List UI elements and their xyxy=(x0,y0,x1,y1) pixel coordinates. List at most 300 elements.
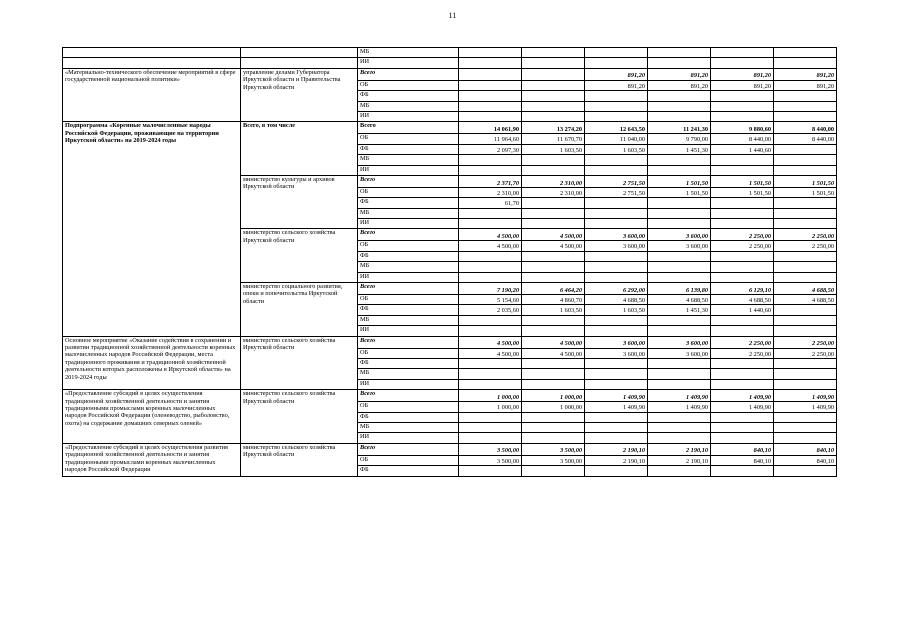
value-cell: 2 097,30 xyxy=(459,144,522,154)
value-cell: 3 600,00 xyxy=(585,241,648,251)
value-cell xyxy=(522,80,585,90)
funding-type-cell: ИИ xyxy=(358,111,459,121)
funding-type-cell: МБ xyxy=(358,101,459,111)
table-row xyxy=(63,58,837,68)
executor-cell: Всего, в том числе xyxy=(241,122,358,176)
value-cell: 1 409,90 xyxy=(774,390,837,402)
funding-type-cell: ИИ xyxy=(358,58,459,68)
value-cell: 1 440,60 xyxy=(711,144,774,154)
funding-type-cell: Всего xyxy=(358,175,459,187)
value-cell: 4 500,00 xyxy=(459,229,522,241)
value-cell: 14 061,90 xyxy=(459,122,522,134)
funding-type-cell: ФБ xyxy=(358,358,459,368)
value-cell xyxy=(522,358,585,368)
value-cell: 1 000,00 xyxy=(459,402,522,412)
value-cell: 4 500,00 xyxy=(522,348,585,358)
value-cell: 2 190,10 xyxy=(648,443,711,455)
value-cell: 4 500,00 xyxy=(522,336,585,348)
value-cell xyxy=(648,422,711,432)
value-cell xyxy=(648,433,711,443)
value-cell xyxy=(774,208,837,218)
value-cell xyxy=(648,165,711,175)
value-cell xyxy=(522,91,585,101)
value-cell: 2 371,70 xyxy=(459,175,522,187)
value-cell xyxy=(648,369,711,379)
value-cell: 891,20 xyxy=(774,80,837,90)
value-cell xyxy=(522,219,585,229)
value-cell xyxy=(585,272,648,282)
funding-type-cell: ФБ xyxy=(358,144,459,154)
value-cell: 2 310,00 xyxy=(459,187,522,197)
value-cell xyxy=(459,326,522,336)
value-cell xyxy=(585,48,648,58)
value-cell xyxy=(774,111,837,121)
value-cell: 4 688,50 xyxy=(648,295,711,305)
value-cell xyxy=(711,433,774,443)
budget-table xyxy=(62,47,837,477)
value-cell xyxy=(774,422,837,432)
value-cell: 3 600,00 xyxy=(648,336,711,348)
value-cell: 1 409,90 xyxy=(711,402,774,412)
value-cell xyxy=(774,91,837,101)
value-cell: 1 000,00 xyxy=(459,390,522,402)
value-cell: 891,20 xyxy=(585,68,648,80)
value-cell xyxy=(522,165,585,175)
table-row xyxy=(63,48,837,58)
value-cell: 840,10 xyxy=(711,443,774,455)
value-cell xyxy=(774,358,837,368)
value-cell: 2 250,00 xyxy=(774,229,837,241)
value-cell xyxy=(648,155,711,165)
value-cell xyxy=(711,58,774,68)
value-cell: 1 440,60 xyxy=(711,305,774,315)
value-cell: 840,10 xyxy=(774,455,837,465)
value-cell xyxy=(459,91,522,101)
value-cell: 2 035,60 xyxy=(459,305,522,315)
value-cell: 2 250,00 xyxy=(711,348,774,358)
value-cell xyxy=(585,165,648,175)
value-cell: 3 600,00 xyxy=(648,229,711,241)
value-cell xyxy=(711,101,774,111)
value-cell: 1 603,50 xyxy=(522,305,585,315)
value-cell xyxy=(459,422,522,432)
value-cell: 11 241,30 xyxy=(648,122,711,134)
value-cell xyxy=(774,466,837,476)
page-number: 11 xyxy=(448,11,457,20)
table-row xyxy=(63,68,837,80)
value-cell: 891,20 xyxy=(711,80,774,90)
value-cell xyxy=(774,144,837,154)
value-cell xyxy=(522,326,585,336)
value-cell: 1 451,30 xyxy=(648,144,711,154)
value-cell xyxy=(774,251,837,261)
value-cell: 2 250,00 xyxy=(774,336,837,348)
value-cell xyxy=(522,466,585,476)
funding-type-cell: ИИ xyxy=(358,433,459,443)
value-cell: 12 643,50 xyxy=(585,122,648,134)
executor-cell: министерство сельского хозяйства Иркутской области xyxy=(241,390,358,444)
value-cell: 891,20 xyxy=(648,68,711,80)
value-cell xyxy=(522,58,585,68)
value-cell: 4 500,00 xyxy=(522,229,585,241)
value-cell xyxy=(585,208,648,218)
value-cell xyxy=(459,111,522,121)
executor-cell xyxy=(241,48,358,58)
value-cell: 2 310,00 xyxy=(522,175,585,187)
value-cell xyxy=(648,91,711,101)
value-cell xyxy=(648,251,711,261)
value-cell: 1 000,00 xyxy=(522,402,585,412)
value-cell xyxy=(774,326,837,336)
value-cell xyxy=(774,101,837,111)
value-cell: 840,10 xyxy=(711,455,774,465)
value-cell: 1 000,00 xyxy=(522,390,585,402)
value-cell xyxy=(774,379,837,389)
value-cell xyxy=(648,315,711,325)
value-cell xyxy=(774,412,837,422)
value-cell xyxy=(459,433,522,443)
value-cell xyxy=(459,68,522,80)
value-cell: 6 129,10 xyxy=(711,283,774,295)
value-cell xyxy=(585,101,648,111)
value-cell: 1 501,50 xyxy=(711,175,774,187)
value-cell xyxy=(774,315,837,325)
value-cell xyxy=(522,412,585,422)
value-cell xyxy=(459,48,522,58)
value-cell xyxy=(459,369,522,379)
measure-name-cell: Основное мероприятие «Оказание содействия в сохранении и развитии традиционной хозяйственной деятельности коренных малочисленных народов Российской Федерации, места традиционного проживания и традиционной хозяйственной деятельности которых расположены в Иркутской области» на 2019-2024 годы xyxy=(63,336,241,390)
value-cell: 1 501,50 xyxy=(711,187,774,197)
value-cell: 4 860,70 xyxy=(522,295,585,305)
value-cell: 891,20 xyxy=(585,80,648,90)
value-cell xyxy=(648,466,711,476)
funding-type-cell: МБ xyxy=(358,208,459,218)
value-cell: 1 409,90 xyxy=(711,390,774,402)
funding-type-cell: ИИ xyxy=(358,272,459,282)
funding-type-cell: МБ xyxy=(358,315,459,325)
value-cell: 4 688,50 xyxy=(711,295,774,305)
value-cell xyxy=(711,111,774,121)
value-cell: 7 190,20 xyxy=(459,283,522,295)
value-cell xyxy=(585,262,648,272)
value-cell xyxy=(585,198,648,208)
value-cell: 1 603,50 xyxy=(522,144,585,154)
funding-type-cell: ФБ xyxy=(358,305,459,315)
value-cell: 11 670,70 xyxy=(522,134,585,144)
value-cell: 3 500,00 xyxy=(522,443,585,455)
funding-type-cell: ФБ xyxy=(358,412,459,422)
value-cell: 2 250,00 xyxy=(774,241,837,251)
value-cell xyxy=(774,155,837,165)
value-cell xyxy=(459,208,522,218)
value-cell xyxy=(585,111,648,121)
value-cell: 1 409,90 xyxy=(774,402,837,412)
value-cell xyxy=(648,101,711,111)
value-cell xyxy=(459,219,522,229)
value-cell xyxy=(774,262,837,272)
value-cell: 1 603,50 xyxy=(585,305,648,315)
funding-type-cell: ОБ xyxy=(358,295,459,305)
value-cell xyxy=(585,326,648,336)
value-cell: 4 500,00 xyxy=(459,241,522,251)
value-cell xyxy=(459,315,522,325)
value-cell: 1 501,50 xyxy=(774,187,837,197)
value-cell: 3 500,00 xyxy=(459,455,522,465)
executor-cell: министерство сельского хозяйства Иркутской области xyxy=(241,443,358,476)
value-cell xyxy=(585,155,648,165)
funding-type-cell: Всего xyxy=(358,68,459,80)
funding-type-cell: ОБ xyxy=(358,348,459,358)
value-cell: 8 440,00 xyxy=(774,134,837,144)
value-cell xyxy=(774,219,837,229)
value-cell xyxy=(648,262,711,272)
value-cell: 8 440,00 xyxy=(711,134,774,144)
value-cell: 1 603,50 xyxy=(585,144,648,154)
value-cell xyxy=(648,379,711,389)
funding-type-cell: ФБ xyxy=(358,466,459,476)
value-cell xyxy=(774,58,837,68)
value-cell: 61,70 xyxy=(459,198,522,208)
value-cell xyxy=(522,208,585,218)
value-cell xyxy=(711,412,774,422)
value-cell xyxy=(585,412,648,422)
table-row xyxy=(63,336,837,348)
value-cell xyxy=(711,91,774,101)
funding-type-cell: Всего xyxy=(358,443,459,455)
value-cell: 5 154,60 xyxy=(459,295,522,305)
value-cell: 13 274,20 xyxy=(522,122,585,134)
value-cell: 840,10 xyxy=(774,443,837,455)
executor-cell: министерство социального развития, опеки и попечительства Иркутской области xyxy=(241,283,358,337)
value-cell xyxy=(648,358,711,368)
value-cell: 6 139,80 xyxy=(648,283,711,295)
table-row xyxy=(63,443,837,455)
value-cell xyxy=(711,262,774,272)
value-cell: 9 790,00 xyxy=(648,134,711,144)
value-cell xyxy=(522,379,585,389)
value-cell xyxy=(585,358,648,368)
value-cell xyxy=(648,412,711,422)
value-cell: 11 964,60 xyxy=(459,134,522,144)
value-cell xyxy=(648,111,711,121)
value-cell xyxy=(774,165,837,175)
funding-type-cell: Всего xyxy=(358,390,459,402)
value-cell xyxy=(522,433,585,443)
value-cell xyxy=(459,155,522,165)
value-cell xyxy=(648,58,711,68)
executor-cell: министерство сельского хозяйства Иркутской области xyxy=(241,229,358,283)
value-cell: 3 500,00 xyxy=(522,455,585,465)
value-cell: 2 751,50 xyxy=(585,187,648,197)
measure-name-cell: «Предоставление субсидий в целях осуществления традиционной хозяйственной деятельности и занятия традиционными промыслами коренных малочисленных народов Российской Федерации (оленеводство, рыболовство, охота) на содержание домашних северных оленей» xyxy=(63,390,241,444)
value-cell: 4 500,00 xyxy=(459,348,522,358)
value-cell xyxy=(711,198,774,208)
value-cell: 2 190,10 xyxy=(585,455,648,465)
value-cell xyxy=(522,422,585,432)
funding-type-cell: ФБ xyxy=(358,251,459,261)
value-cell xyxy=(648,272,711,282)
value-cell xyxy=(459,379,522,389)
value-cell xyxy=(774,198,837,208)
value-cell xyxy=(774,433,837,443)
funding-type-cell: ОБ xyxy=(358,455,459,465)
value-cell xyxy=(711,272,774,282)
value-cell xyxy=(711,155,774,165)
value-cell xyxy=(522,111,585,121)
value-cell: 1 409,90 xyxy=(585,390,648,402)
value-cell: 2 751,50 xyxy=(585,175,648,187)
value-cell xyxy=(648,219,711,229)
funding-type-cell: ОБ xyxy=(358,80,459,90)
value-cell: 1 409,90 xyxy=(585,402,648,412)
value-cell xyxy=(585,91,648,101)
value-cell xyxy=(522,155,585,165)
value-cell xyxy=(459,272,522,282)
value-cell xyxy=(459,58,522,68)
measure-name-cell: Подпрограмма «Коренные малочисленные народы Российской Федерации, проживающие на территории Иркутской области» на 2019-2024 годы xyxy=(63,122,241,336)
value-cell: 3 600,00 xyxy=(585,229,648,241)
measure-name-cell: «Предоставление субсидий в целях осуществления развития традиционной хозяйственной деятельности и занятия традиционными промыслами коренных малочисленных народов Российской Федерации xyxy=(63,443,241,476)
value-cell: 8 440,00 xyxy=(774,122,837,134)
value-cell xyxy=(459,358,522,368)
value-cell: 891,20 xyxy=(774,68,837,80)
value-cell xyxy=(585,422,648,432)
funding-type-cell: МБ xyxy=(358,262,459,272)
value-cell xyxy=(585,466,648,476)
funding-type-cell: Всего xyxy=(358,229,459,241)
value-cell xyxy=(522,315,585,325)
value-cell xyxy=(459,466,522,476)
funding-type-cell: ОБ xyxy=(358,241,459,251)
value-cell xyxy=(522,251,585,261)
value-cell xyxy=(585,379,648,389)
value-cell: 2 190,10 xyxy=(648,455,711,465)
value-cell xyxy=(774,272,837,282)
value-cell xyxy=(711,219,774,229)
executor-cell: управление делами Губернатора Иркутской области и Правительства Иркутской области xyxy=(241,68,358,122)
value-cell xyxy=(774,305,837,315)
value-cell: 3 600,00 xyxy=(648,348,711,358)
value-cell: 1 409,90 xyxy=(648,390,711,402)
value-cell xyxy=(585,251,648,261)
value-cell xyxy=(522,369,585,379)
funding-type-cell: ИИ xyxy=(358,165,459,175)
value-cell xyxy=(711,208,774,218)
value-cell: 4 688,50 xyxy=(774,283,837,295)
value-cell xyxy=(459,251,522,261)
funding-type-cell: МБ xyxy=(358,48,459,58)
funding-type-cell: ОБ xyxy=(358,187,459,197)
measure-name-cell: «Материально-технического обеспечение мероприятий в сфере государственной национальной политики» xyxy=(63,68,241,122)
measure-cell xyxy=(63,48,241,58)
value-cell xyxy=(648,198,711,208)
value-cell xyxy=(711,315,774,325)
value-cell xyxy=(459,101,522,111)
value-cell xyxy=(648,48,711,58)
funding-type-cell: ИИ xyxy=(358,219,459,229)
funding-type-cell: Всего xyxy=(358,283,459,295)
value-cell xyxy=(774,369,837,379)
value-cell xyxy=(711,358,774,368)
value-cell: 4 500,00 xyxy=(522,241,585,251)
value-cell: 1 409,90 xyxy=(648,402,711,412)
value-cell xyxy=(459,165,522,175)
funding-type-cell: ОБ xyxy=(358,402,459,412)
value-cell xyxy=(711,466,774,476)
value-cell: 4 500,00 xyxy=(459,336,522,348)
value-cell xyxy=(648,208,711,218)
funding-type-cell: ФБ xyxy=(358,198,459,208)
value-cell xyxy=(585,369,648,379)
funding-type-cell: МБ xyxy=(358,155,459,165)
value-cell: 2 250,00 xyxy=(711,241,774,251)
value-cell xyxy=(522,262,585,272)
value-cell: 4 688,50 xyxy=(774,295,837,305)
value-cell: 3 600,00 xyxy=(648,241,711,251)
value-cell xyxy=(648,326,711,336)
value-cell xyxy=(522,101,585,111)
funding-type-cell: ФБ xyxy=(358,91,459,101)
value-cell xyxy=(711,379,774,389)
value-cell xyxy=(585,433,648,443)
value-cell xyxy=(585,219,648,229)
value-cell: 891,20 xyxy=(711,68,774,80)
value-cell xyxy=(774,48,837,58)
funding-type-cell: МБ xyxy=(358,369,459,379)
value-cell xyxy=(585,58,648,68)
value-cell xyxy=(459,412,522,422)
value-cell: 3 600,00 xyxy=(585,336,648,348)
value-cell xyxy=(711,326,774,336)
funding-type-cell: ИИ xyxy=(358,326,459,336)
value-cell xyxy=(711,422,774,432)
value-cell: 4 688,50 xyxy=(585,295,648,305)
value-cell: 1 451,30 xyxy=(648,305,711,315)
value-cell xyxy=(522,198,585,208)
value-cell: 11 040,00 xyxy=(585,134,648,144)
value-cell: 6 464,20 xyxy=(522,283,585,295)
value-cell xyxy=(522,272,585,282)
executor-cell: министерство культуры и архивов Иркутской области xyxy=(241,175,358,229)
value-cell: 2 250,00 xyxy=(711,336,774,348)
value-cell: 2 310,00 xyxy=(522,187,585,197)
table-row xyxy=(63,122,837,134)
value-cell xyxy=(711,251,774,261)
value-cell: 1 501,50 xyxy=(774,175,837,187)
value-cell: 2 190,10 xyxy=(585,443,648,455)
value-cell xyxy=(522,68,585,80)
funding-type-cell: МБ xyxy=(358,422,459,432)
value-cell xyxy=(711,165,774,175)
value-cell: 2 250,00 xyxy=(774,348,837,358)
value-cell xyxy=(522,48,585,58)
funding-type-cell: Всего xyxy=(358,122,459,134)
value-cell xyxy=(459,262,522,272)
value-cell xyxy=(459,80,522,90)
value-cell: 3 500,00 xyxy=(459,443,522,455)
value-cell: 891,20 xyxy=(648,80,711,90)
value-cell: 1 501,50 xyxy=(648,175,711,187)
measure-cell xyxy=(63,58,241,68)
funding-type-cell: ОБ xyxy=(358,134,459,144)
executor-cell xyxy=(241,58,358,68)
funding-type-cell: Всего xyxy=(358,336,459,348)
value-cell xyxy=(711,48,774,58)
value-cell: 9 880,60 xyxy=(711,122,774,134)
value-cell: 2 250,00 xyxy=(711,229,774,241)
executor-cell: министерство сельского хозяйства Иркутской области xyxy=(241,336,358,390)
value-cell: 1 501,50 xyxy=(648,187,711,197)
